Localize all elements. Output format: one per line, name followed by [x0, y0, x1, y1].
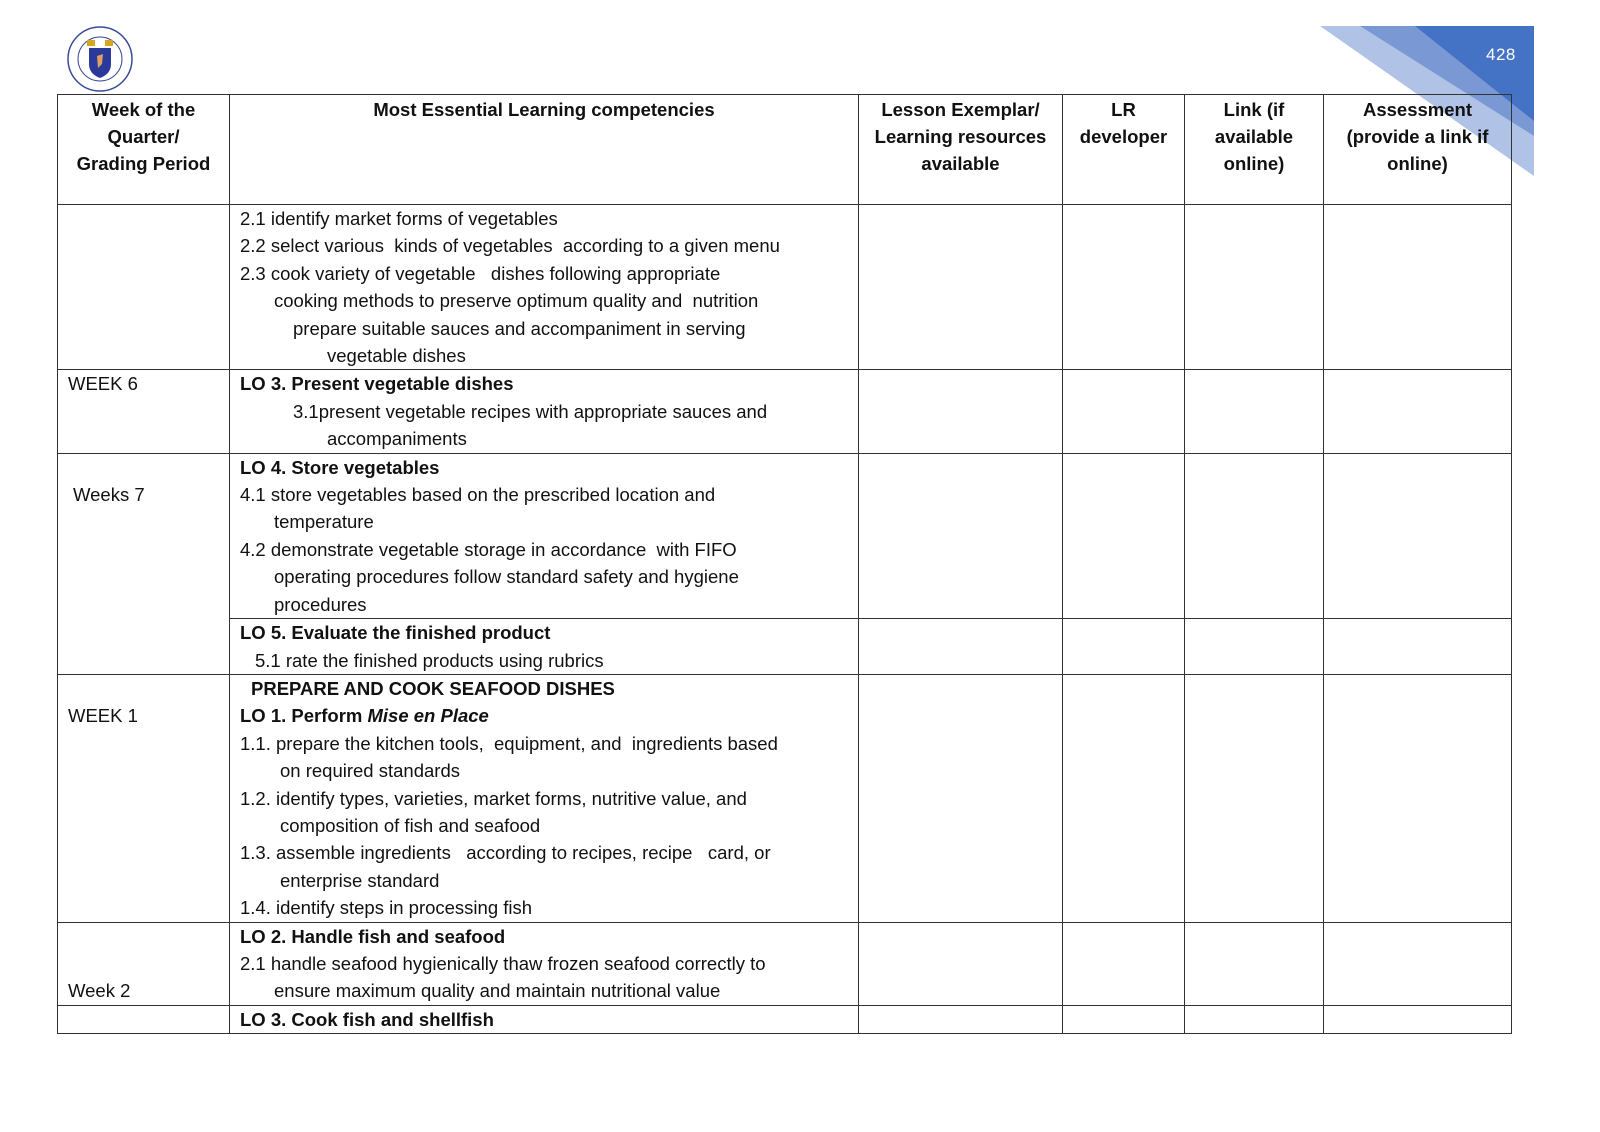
empty-cell	[859, 922, 1063, 1005]
table-row	[58, 1005, 1512, 1033]
competency-cell: LO 5. Evaluate the finished product 5.1 rate the finished products using rubrics	[230, 619, 859, 675]
empty-cell	[1185, 922, 1324, 1005]
empty-cell	[1324, 370, 1512, 453]
empty-cell	[1063, 619, 1185, 675]
table-row	[58, 370, 1512, 453]
competency-cell: LO 4. Store vegetables 4.1 store vegetables based on the prescribed location and temperature 4.2 demonstrate vegetable storage in accordance with FIFO operating procedures follow standard safety and hygiene procedures	[230, 453, 859, 618]
empty-cell	[859, 619, 1063, 675]
table-header-row	[58, 95, 1512, 205]
empty-cell	[1063, 453, 1185, 618]
empty-cell	[1063, 922, 1185, 1005]
competency-cell: LO 3. Present vegetable dishes 3.1present vegetable recipes with appropriate sauces and accompaniments	[230, 370, 859, 453]
header-week: Week of the Quarter/ Grading Period	[58, 95, 230, 205]
empty-cell	[1063, 370, 1185, 453]
header-melc: Most Essential Learning competencies	[230, 95, 859, 205]
table-row	[58, 922, 1512, 1005]
deped-seal-logo	[67, 26, 133, 92]
empty-cell	[1185, 370, 1324, 453]
table-row	[58, 453, 1512, 618]
header-lr: LR developer	[1063, 95, 1185, 205]
competency-cell: 2.1 identify market forms of vegetables 2.2 select various kinds of vegetables according to a given menu 2.3 cook variety of vegetable dishes following appropriate cooking methods to preserve optimum quality and nutrition prepare suitable sauces and accompaniment in serving vegetable dishes	[230, 205, 859, 370]
week-cell: WEEK 6	[58, 370, 230, 453]
empty-cell	[859, 674, 1063, 922]
empty-cell	[1324, 619, 1512, 675]
week-cell: Weeks 7	[58, 453, 230, 674]
empty-cell	[859, 1005, 1063, 1033]
header-link: Link (if available online)	[1185, 95, 1324, 205]
empty-cell	[1063, 1005, 1185, 1033]
week-cell	[58, 205, 230, 370]
week-cell: WEEK 1	[58, 674, 230, 922]
empty-cell	[1324, 1005, 1512, 1033]
empty-cell	[1063, 205, 1185, 370]
empty-cell	[1185, 1005, 1324, 1033]
empty-cell	[1324, 453, 1512, 618]
empty-cell	[1185, 674, 1324, 922]
table-row	[58, 205, 1512, 370]
empty-cell	[1185, 205, 1324, 370]
header-lesson: Lesson Exemplar/ Learning resources available	[859, 95, 1063, 205]
empty-cell	[859, 370, 1063, 453]
empty-cell	[1185, 619, 1324, 675]
empty-cell	[859, 205, 1063, 370]
week-cell	[58, 1005, 230, 1033]
empty-cell	[1324, 922, 1512, 1005]
table-row	[58, 674, 1512, 922]
table-row	[58, 619, 1512, 675]
empty-cell	[859, 453, 1063, 618]
competency-cell: LO 2. Handle fish and seafood 2.1 handle seafood hygienically thaw frozen seafood correctly to ensure maximum quality and maintain nutritional value	[230, 922, 859, 1005]
empty-cell	[1063, 674, 1185, 922]
page-number: 428	[1486, 45, 1516, 64]
competency-cell: PREPARE AND COOK SEAFOOD DISHES LO 1. Perform Mise en Place 1.1. prepare the kitchen tools, equipment, and ingredients based on required standards 1.2. identify types, varieties, market forms, nutritive value, and composition of fish and seafood 1.3. assemble ingredients according to recipes, recipe card, or enterprise standard 1.4. identify steps in processing fish	[230, 674, 859, 922]
week-cell: Week 2	[58, 922, 230, 1005]
empty-cell	[1185, 453, 1324, 618]
competency-cell: LO 3. Cook fish and shellfish	[230, 1005, 859, 1033]
melc-table	[57, 94, 1512, 1034]
header-assessment: Assessment (provide a link if online)	[1324, 95, 1512, 205]
empty-cell	[1324, 674, 1512, 922]
empty-cell	[1324, 205, 1512, 370]
